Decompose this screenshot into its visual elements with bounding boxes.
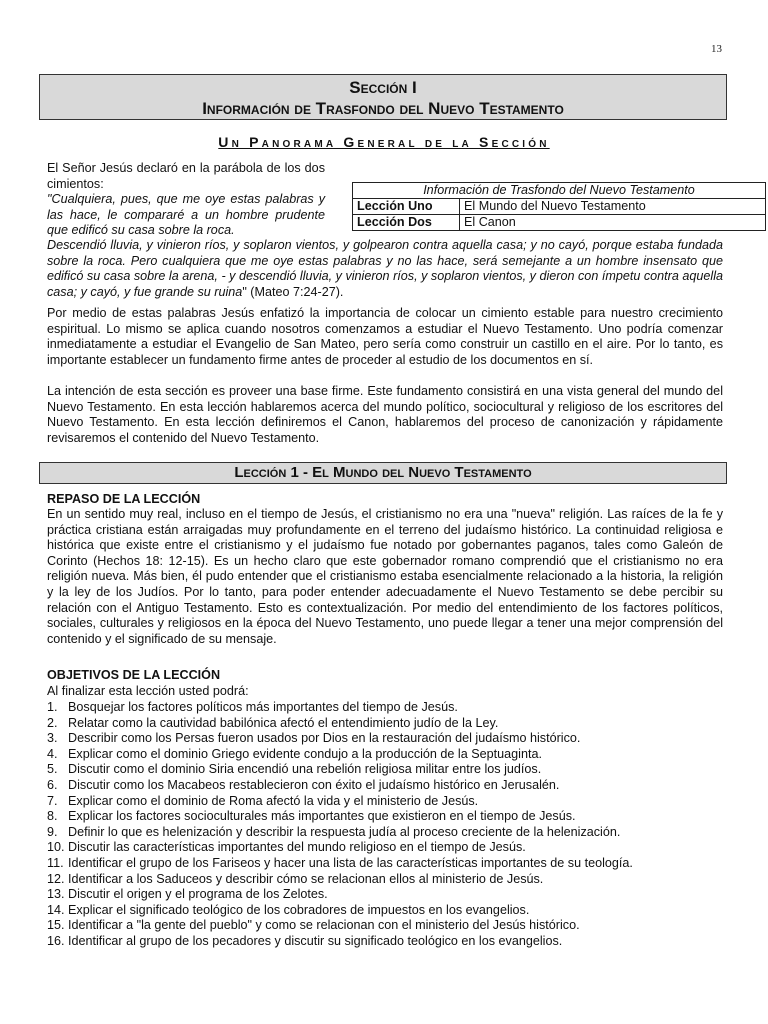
section-header (39, 74, 727, 120)
intro-plain: El Señor Jesús declaró en la parábola de los dos cimientos: (47, 161, 325, 191)
table-row (353, 199, 766, 215)
table-title: Información de Trasfondo del Nuevo Testamento (353, 183, 766, 199)
table-key: Lección Dos (353, 215, 460, 231)
list-item: 6. Discutir como los Macabeos restablecieron con éxito el judaísmo histórico en Jerusalén. (47, 777, 560, 792)
paragraph-intention: La intención de esta sección es proveer una base firme. Este fundamento consistirá en una vista general del mundo del Nuevo Testamento. En esta lección hablaremos acerca del mundo político, sociocultural y religioso de los escritores del Nuevo Testamento. En esta lección definiremos el Canon, hablaremos del proceso de canonización y rápidamente revisaremos el contenido del Nuevo Testamento. (47, 384, 723, 445)
page-number: 13 (711, 43, 722, 55)
section-number: Sección I (349, 78, 417, 97)
quote-continuation (47, 238, 723, 300)
lesson-title: Lección 1 - El Mundo del Nuevo Testamento (39, 462, 727, 484)
intro-text (47, 161, 325, 239)
objectives-intro: Al finalizar esta lección usted podrá: (47, 684, 249, 698)
review-heading: REPASO DE LA LECCIÓN (47, 492, 201, 506)
list-item: 3. Describir como los Persas fueron usados por Dios en la restauración del judaísmo histórico. (47, 731, 581, 746)
list-item: 8. Explicar los factores socioculturales más importantes que existieron en el tiempo de Jesús. (47, 809, 576, 824)
list-item: 15. Identificar a "la gente del pueblo" y como se relacionan con el ministerio del Jesús histórico. (47, 918, 580, 933)
paragraph-foundation: Por medio de estas palabras Jesús enfatizó la importancia de colocar un cimiento estable para nuestro crecimiento espiritual. Lo mismo se aplica cuando nosotros comenzamos a estudiar el Nuevo Testamento. Uno podría comenzar inmediatamente a estudiar el Evangelio de San Mateo, pero sería como construir un castillo en el aire. Por lo tanto, es importante establecer un fundamento firme antes de proceder al estudio de los documentos en sí. (47, 306, 723, 367)
review-text: En un sentido muy real, incluso en el tiempo de Jesús, el cristianismo no era una "nueva" religión. Las raíces de la fe y práctica cristiana están arraigadas muy profundamente en el terreno del judaísmo histórico. La continuidad religiosa e histórica que existe entre el cristianismo y el judaísmo fue notado por gobernantes paganos, tales como Galeón de Corinto (Hechos 18: 12-15). Es un hecho claro que este gobernador romano comprendió que el cristianismo no era religión nueva. Más bien, él pudo entender que el cristianismo estaba esencialmente relacionado a la historia, la religión y la ley de los Judíos. Por lo tanto, para poder entender adecuadamente el Nuevo Testamento se debe percibir su relación con el Antiguo Testamento. Esto es contextualización. Por medio del entendimiento de los factores políticos, sociales, culturales y religiosos en la época del Nuevo Testamento, uno puede llegar a tener una mejor comprensión del contenido y el significado de su mensaje. (47, 507, 723, 646)
section-contents-table (352, 182, 766, 231)
list-item: 13. Discutir el origen y el programa de los Zelotes. (47, 887, 328, 902)
list-item: 14. Explicar el significado teológico de los cobradores de impuestos en los evangelios. (47, 902, 530, 917)
list-item: 2. Relatar como la cautividad babilónica afectó el entendimiento judío de la Ley. (47, 715, 499, 730)
table-value: El Canon (460, 215, 766, 231)
objectives-heading: OBJETIVOS DE LA LECCIÓN (47, 668, 221, 682)
list-item: 7. Explicar como el dominio de Roma afectó la vida y el ministerio de Jesús. (47, 793, 479, 808)
quote-reference: " (Mateo 7:24-27). (242, 284, 344, 299)
overview-title: Un Panorama General de la Sección (218, 134, 550, 150)
table-value: El Mundo del Nuevo Testamento (460, 199, 766, 215)
list-item: 16. Identificar al grupo de los pecadores y discutir su significado teológico en los evangelios. (47, 933, 563, 948)
list-item: 4. Explicar como el dominio Griego evidente condujo a la producción de la Septuaginta. (47, 746, 542, 761)
list-item: 1. Bosquejar los factores políticos más importantes del tiempo de Jesús. (47, 700, 458, 714)
list-item: 9. Definir lo que es helenización y describir la respuesta judía al proceso creciente de la helenización. (47, 824, 621, 839)
table-key: Lección Uno (353, 199, 460, 215)
list-item: 12. Identificar a los Saduceos y describir cómo se relacionan ellos al ministerio de Jesús. (47, 871, 544, 886)
intro-quote-start: "Cualquiera, pues, que me oye estas palabras y las hace, le compararé a un hombre prudente que edificó su casa sobre la roca. (47, 192, 325, 238)
list-item: 10. Discutir las características importantes del mundo religioso en el tiempo de Jesús. (47, 840, 526, 855)
objectives-list (47, 700, 737, 950)
list-item: 11. Identificar el grupo de los Fariseos y hacer una lista de las características importantes de su teología. (47, 855, 633, 870)
quote-text: Descendió lluvia, y vinieron ríos, y soplaron vientos, y golpearon contra aquella casa; y no cayó, porque estaba fundada sobre la roca. Pero cualquiera que me oye estas palabras y no las hace, será semejante a un hombre insensato que edificó su casa sobre la arena, - y descendió lluvia, y vinieron ríos, y soplaron vientos, y dieron con ímpetu contra aquella casa; y cayó, y fue grande su ruina (47, 238, 723, 299)
table-row (353, 215, 766, 231)
list-item: 5. Discutir como el dominio Siria encendió una rebelión religiosa militar entre los judíos. (47, 762, 542, 777)
section-title: Información de Trasfondo del Nuevo Testamento (202, 99, 564, 118)
